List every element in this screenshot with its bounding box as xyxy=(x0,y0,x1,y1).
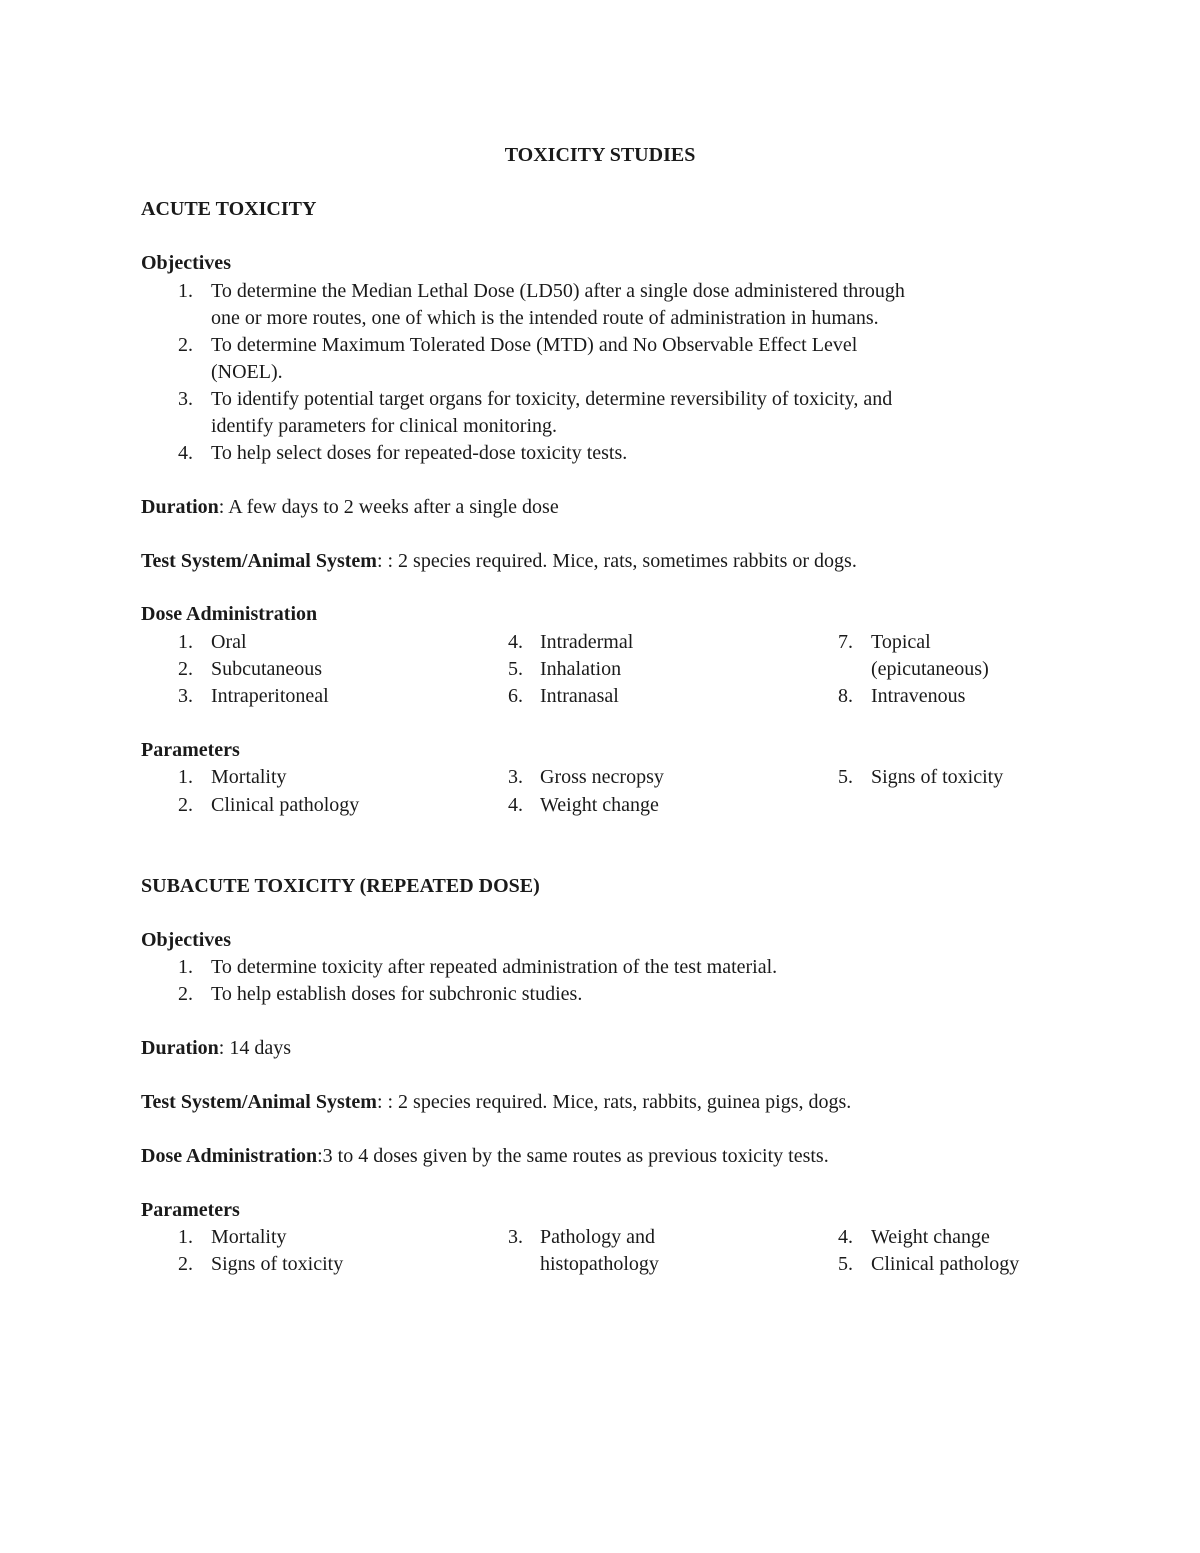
subacute-dose-text: :3 to 4 doses given by the same routes as previous toxicity tests. xyxy=(317,1145,829,1167)
dose-item-number: 3. xyxy=(178,685,193,707)
dose-item-number: 1. xyxy=(178,631,193,653)
dose-item-number: 6. xyxy=(508,685,523,707)
subacute-test-system-label: Test System/Animal System xyxy=(141,1091,377,1113)
dose-item-text: Subcutaneous xyxy=(211,658,323,680)
parameter-number: 4. xyxy=(838,1226,853,1248)
subacute-objective-text: To help establish doses for subchronic studies. xyxy=(211,983,583,1005)
acute-parameters-heading: Parameters xyxy=(141,739,240,761)
acute-test-system-text: : : 2 species required. Mice, rats, sometimes rabbits or dogs. xyxy=(376,550,857,572)
parameter-number: 2. xyxy=(178,1253,193,1275)
acute-test-system-label: Test System/Animal System xyxy=(141,550,377,572)
parameter-text: histopathology xyxy=(540,1253,659,1275)
parameter-text: Signs of toxicity xyxy=(211,1253,344,1275)
acute-objective-text: one or more routes, one of which is the intended route of administration in humans. xyxy=(211,307,879,329)
acute-objective-text: To identify potential target organs for toxicity, determine reversibility of toxicity, and xyxy=(211,388,893,410)
acute-duration-label: Duration xyxy=(141,496,219,518)
parameter-number: 5. xyxy=(838,766,853,788)
dose-item-text: Intraperitoneal xyxy=(211,685,329,707)
acute-objective-number: 2. xyxy=(178,334,193,356)
document-title: TOXICITY STUDIES xyxy=(504,144,696,166)
acute-objective-number: 4. xyxy=(178,442,193,464)
acute-objective-text: (NOEL). xyxy=(211,361,283,383)
subacute-objectives-heading: Objectives xyxy=(141,929,231,951)
subacute-test-system-text: : : 2 species required. Mice, rats, rabbits, guinea pigs, dogs. xyxy=(376,1091,852,1113)
parameter-number: 3. xyxy=(508,1226,523,1248)
acute-test-system xyxy=(141,548,857,575)
acute-objective-text: identify parameters for clinical monitoring. xyxy=(211,415,557,437)
dose-item-text: Intravenous xyxy=(871,685,966,707)
dose-item-text: Inhalation xyxy=(540,658,622,680)
acute-objective-text: To help select doses for repeated-dose toxicity tests. xyxy=(211,442,628,464)
dose-item-text: Intradermal xyxy=(540,631,634,653)
subacute-duration-text: : 14 days xyxy=(218,1037,292,1059)
subacute-parameters-heading: Parameters xyxy=(141,1199,240,1221)
parameter-text: Gross necropsy xyxy=(540,766,664,788)
acute-objectives-heading: Objectives xyxy=(141,252,231,274)
parameter-text: Mortality xyxy=(211,766,287,788)
parameter-text: Mortality xyxy=(211,1226,287,1248)
subacute-objective-number: 1. xyxy=(178,956,193,978)
dose-item-number: 4. xyxy=(508,631,523,653)
subacute-duration-label: Duration xyxy=(141,1037,219,1059)
dose-item-number: 2. xyxy=(178,658,193,680)
parameter-number: 3. xyxy=(508,766,523,788)
acute-objective-text: To determine the Median Lethal Dose (LD50) after a single dose administered through xyxy=(211,280,905,302)
acute-objective-number: 1. xyxy=(178,280,193,302)
parameter-text: Signs of toxicity xyxy=(871,766,1004,788)
dose-item-text: (epicutaneous) xyxy=(871,658,989,680)
subacute-objective-text: To determine toxicity after repeated administration of the test material. xyxy=(211,956,778,978)
subacute-dose-label: Dose Administration xyxy=(141,1145,318,1167)
subacute-duration xyxy=(141,1035,291,1062)
dose-item-number: 5. xyxy=(508,658,523,680)
parameter-number: 5. xyxy=(838,1253,853,1275)
parameter-number: 1. xyxy=(178,1226,193,1248)
acute-objective-number: 3. xyxy=(178,388,193,410)
dose-item-number: 7. xyxy=(838,631,853,653)
acute-dose-heading: Dose Administration xyxy=(141,603,318,625)
dose-item-text: Intranasal xyxy=(540,685,619,707)
parameter-text: Clinical pathology xyxy=(871,1253,1020,1275)
parameter-number: 4. xyxy=(508,794,523,816)
subacute-heading: SUBACUTE TOXICITY (REPEATED DOSE) xyxy=(141,875,540,897)
parameter-text: Weight change xyxy=(540,794,659,816)
parameter-text: Clinical pathology xyxy=(211,794,360,816)
dose-item-number: 8. xyxy=(838,685,853,707)
subacute-dose xyxy=(141,1143,829,1170)
acute-duration-text: : A few days to 2 weeks after a single dose xyxy=(218,496,559,518)
parameter-text: Pathology and xyxy=(540,1226,655,1248)
acute-duration xyxy=(141,494,559,521)
subacute-test-system xyxy=(141,1089,851,1116)
subacute-objective-number: 2. xyxy=(178,983,193,1005)
parameter-number: 1. xyxy=(178,766,193,788)
acute-heading: ACUTE TOXICITY xyxy=(141,198,317,220)
dose-item-text: Topical xyxy=(871,631,931,653)
dose-item-text: Oral xyxy=(211,631,247,653)
parameter-number: 2. xyxy=(178,794,193,816)
parameter-text: Weight change xyxy=(871,1226,990,1248)
acute-objective-text: To determine Maximum Tolerated Dose (MTD) and No Observable Effect Level xyxy=(211,334,858,356)
